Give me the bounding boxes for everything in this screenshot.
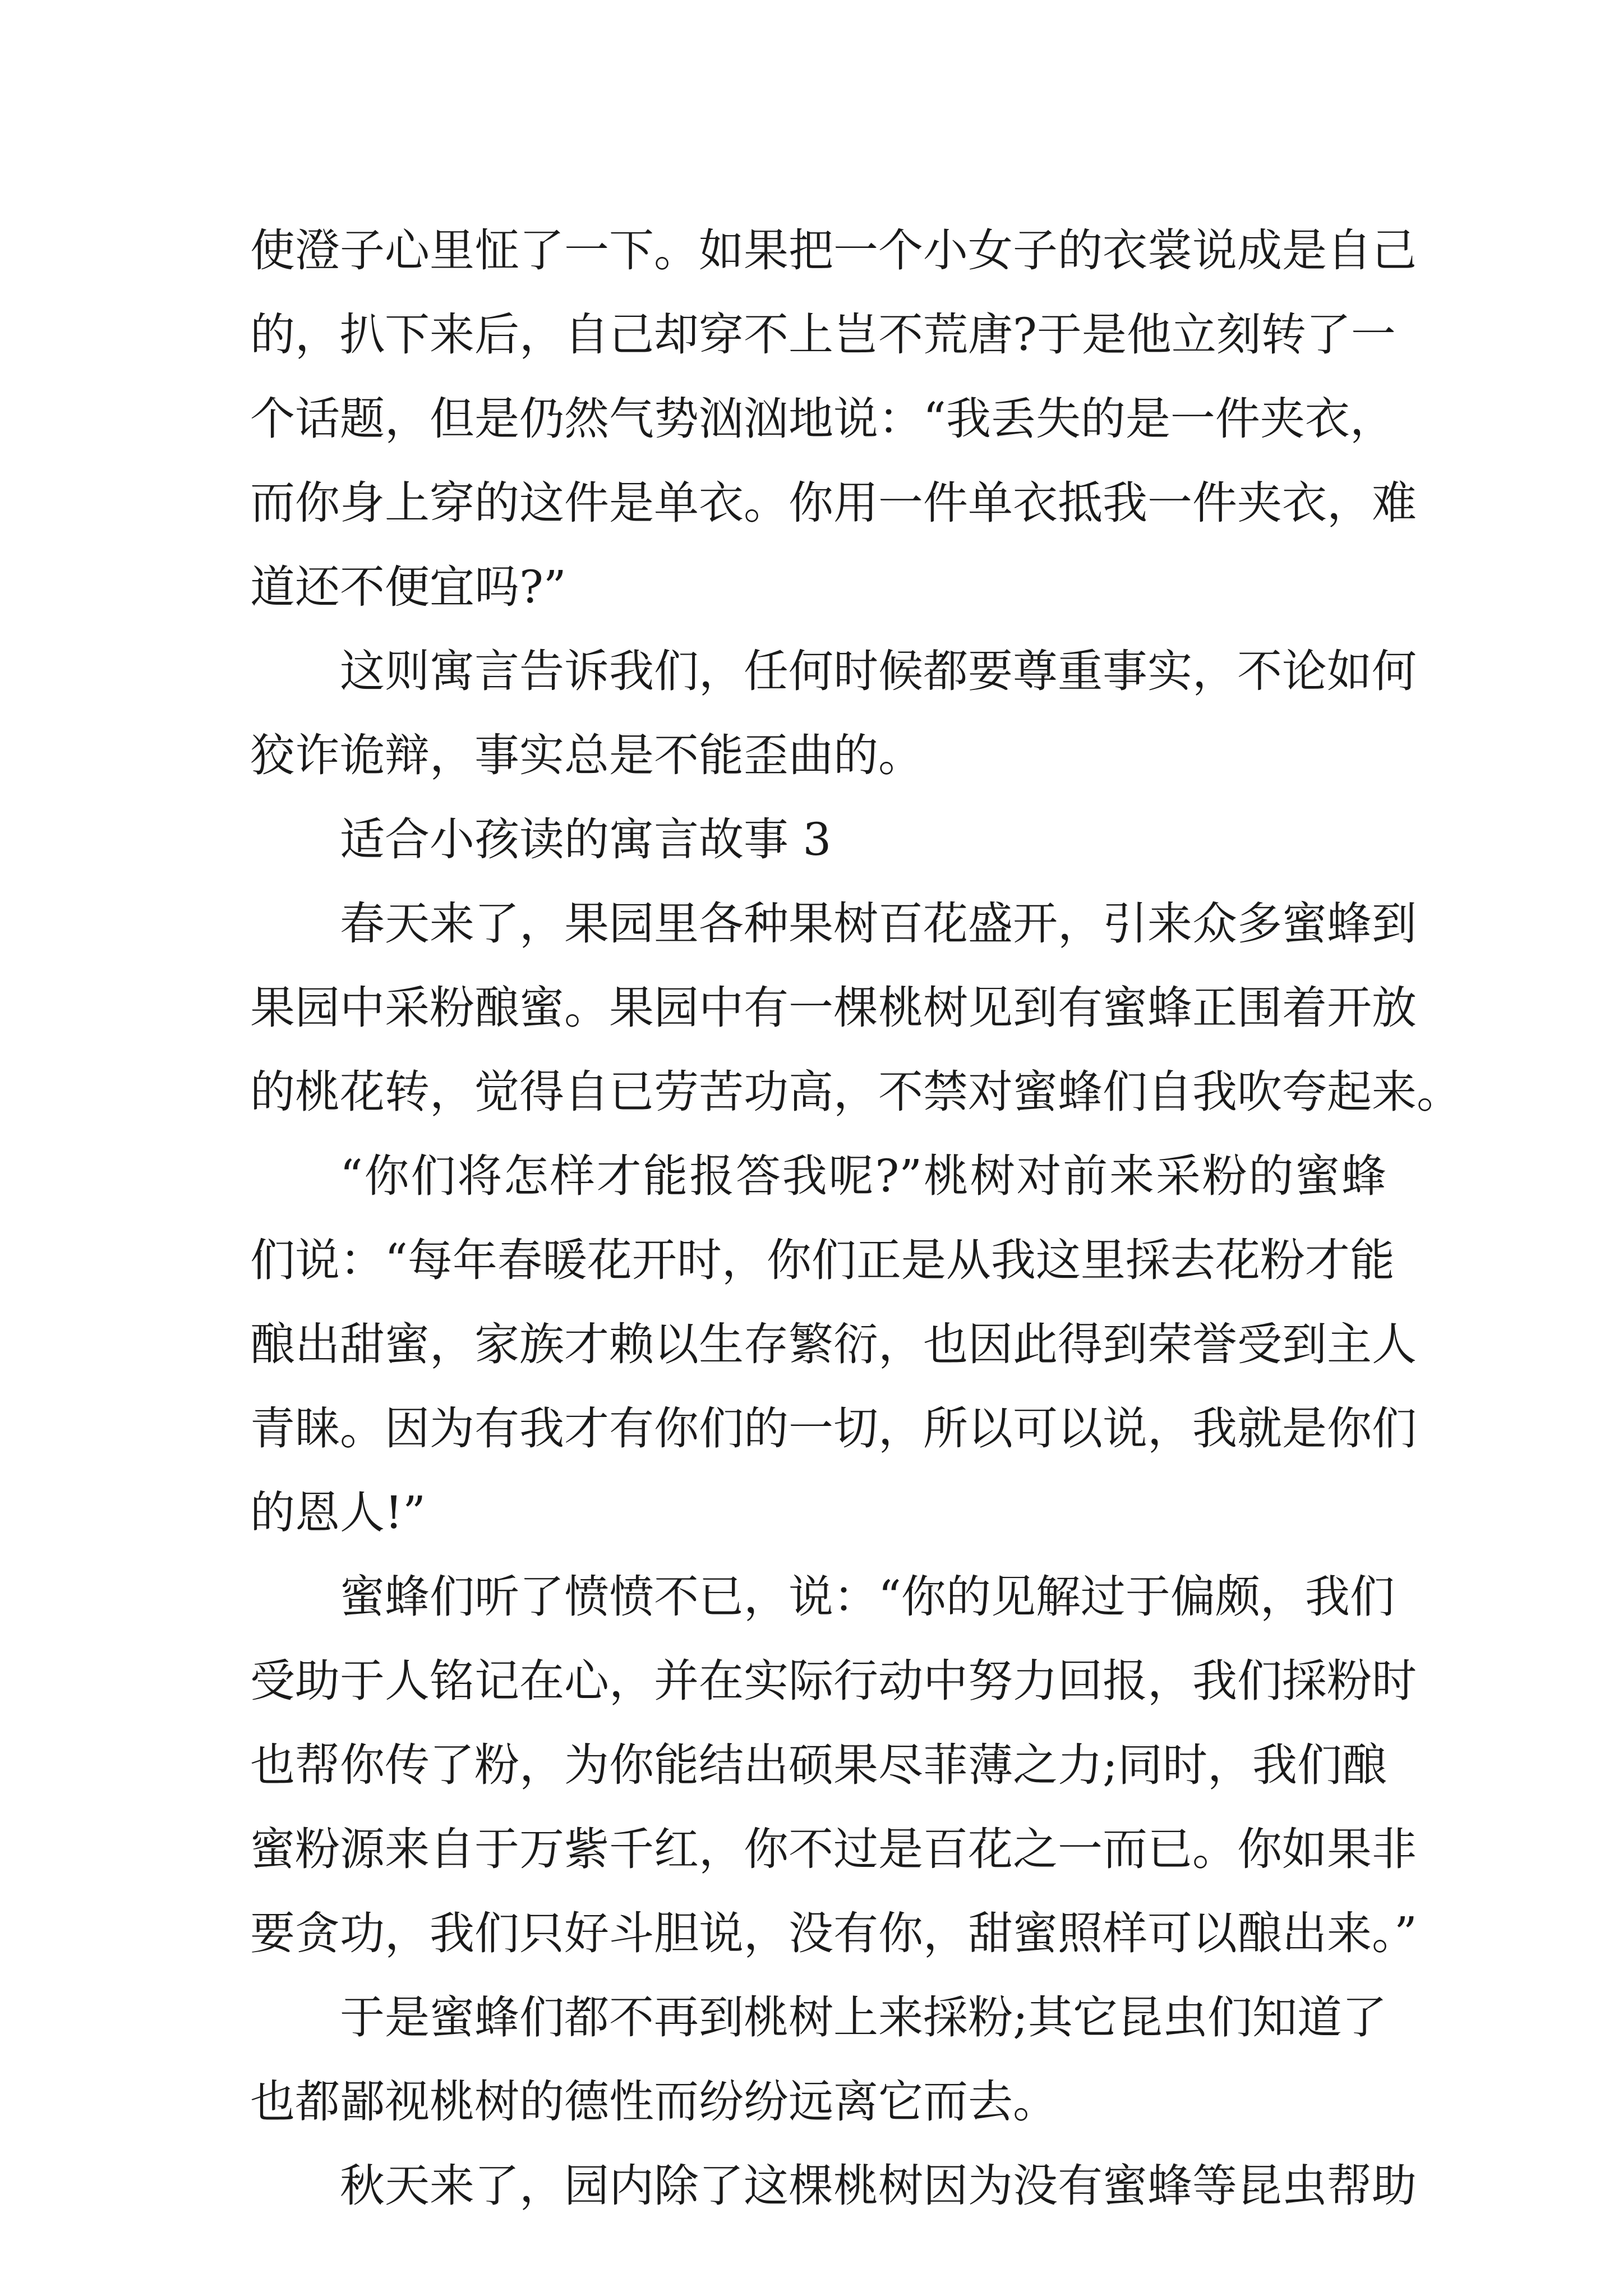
text-line: 而你身上穿的这件是单衣。你用一件单衣抵我一件夹衣，难 — [250, 477, 1417, 529]
text-line: 受助于人铭记在心，并在实际行动中努力回报，我们採粉时 — [250, 1655, 1417, 1707]
paragraph-first-line: 这则寓言告诉我们，任何时候都要尊重事实，不论如何 — [340, 645, 1417, 697]
text-line: 也帮你传了粉，为你能结出硕果尽菲薄之力;同时，我们酿 — [250, 1739, 1387, 1791]
paragraph-first-line: 秋天来了，园内除了这棵桃树因为没有蜜蜂等昆虫帮助 — [340, 2160, 1417, 2212]
section-heading: 适合小孩读的寓言故事 3 — [340, 813, 832, 866]
paragraph-first-line: 春天来了，果园里各种果树百花盛开，引来众多蜜蜂到 — [340, 898, 1417, 950]
paragraph-first-line: 于是蜜蜂们都不再到桃树上来採粉;其它昆虫们知道了 — [340, 1991, 1387, 2044]
text-line: 果园中采粉酿蜜。果园中有一棵桃树见到有蜜蜂正围着开放 — [250, 982, 1417, 1034]
text-line: 要贪功，我们只好斗胆说，没有你，甜蜜照样可以酿出来。” — [250, 1907, 1417, 1959]
text-line: 道还不便宜吗?” — [250, 561, 566, 613]
text-line: 们说：“每年春暖花开时，你们正是从我这里採去花粉才能 — [250, 1234, 1395, 1286]
text-line: 酿出甜蜜，家族才赖以生存繁衍，也因此得到荣誉受到主人 — [250, 1318, 1417, 1370]
text-line: 个话题，但是仍然气势汹汹地说：“我丢失的是一件夹衣， — [250, 393, 1395, 445]
text-line: 的桃花转，觉得自已劳苦功高，不禁对蜜蜂们自我吹夸起来。 — [250, 1066, 1461, 1118]
text-line: 使澄子心里怔了一下。如果把一个小女子的衣裳说成是自己 — [250, 224, 1417, 277]
text-line: 的，扒下来后，自己却穿不上岂不荒唐?于是他立刻转了一 — [250, 309, 1396, 361]
text-line: 蜜粉源来自于万紫千红，你不过是百花之一而已。你如果非 — [250, 1823, 1417, 1875]
text-line: 也都鄙视桃树的德性而纷纷远离它而去。 — [250, 2076, 1058, 2128]
text-line: 的恩人!” — [250, 1487, 426, 1539]
text-line: 狡诈诡辩，事实总是不能歪曲的。 — [250, 729, 923, 781]
text-line: 青睐。因为有我才有你们的一切，所以可以说，我就是你们 — [250, 1402, 1417, 1455]
paragraph-first-line: “你们将怎样才能报答我呢?”桃树对前来采粉的蜜蜂 — [340, 1150, 1386, 1202]
paragraph-first-line: 蜜蜂们听了愤愤不已，说：“你的见解过于偏颇，我们 — [340, 1571, 1395, 1623]
